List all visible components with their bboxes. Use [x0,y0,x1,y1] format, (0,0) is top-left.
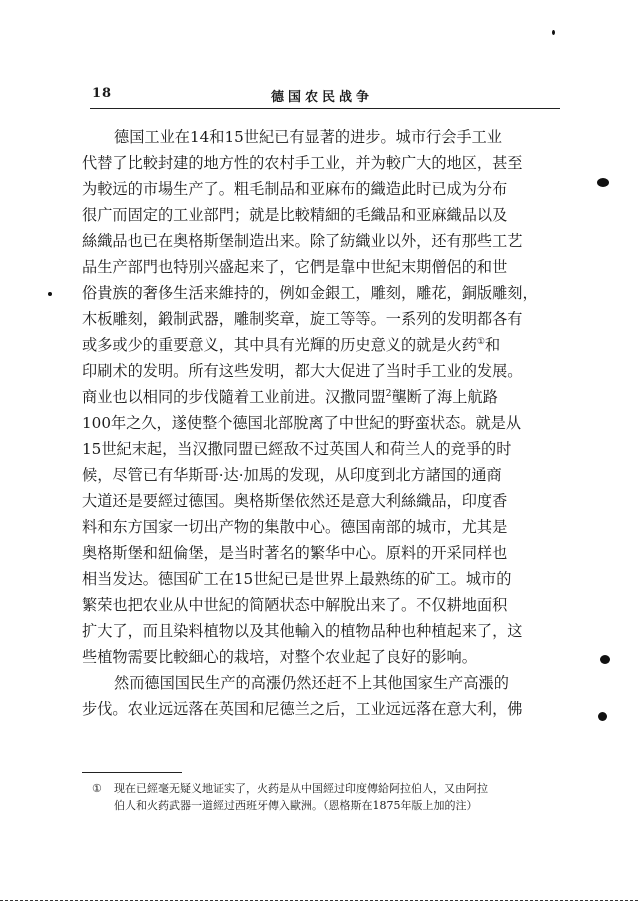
text-line [82,384,562,410]
text-line: 俗貴族的奢侈生活来維持的，例如金銀工，雕刻，雕花，銅版雕刻， [82,284,538,302]
text-line: 代替了比較封建的地方性的农村手工业，并为較广大的地区，甚至 [82,154,523,172]
footnote-text: 现在已經毫无疑义地证实了，火药是从中国經过印度傳給阿拉伯人，又由阿拉 [114,782,488,795]
text-line: 木板雕刻，鍛制武器，雕制奖章，旋工等等。一系列的发明都各有 [82,310,523,328]
footnote-line: 伯人和火药武器一道經过西班牙傳入歐洲。（恩格斯在1875年版上加的注） [114,799,478,812]
footnote-line [92,780,562,797]
footnote-rule [82,772,182,773]
body-text [82,124,562,722]
scan-speck [598,712,607,721]
running-title: 德国农民战争 [270,90,373,105]
scan-speck [597,178,609,187]
text-line: 然而德国国民生产的高漲仍然还赶不上其他国家生产高漲的 [114,674,509,692]
text-line: 大道还是要經过德国。奥格斯堡依然还是意大利絲織品，印度香 [82,492,508,510]
text-line: 候，尽管已有华斯哥·达·加馬的发现，从印度到北方諸国的通商 [82,466,502,484]
scan-speck [600,655,610,664]
text-line: 料和东方国家一切出产物的集散中心。德国南部的城市，尤其是 [82,518,508,536]
text-segment: 和 [484,336,501,354]
page-header [92,86,552,106]
scan-speck [552,30,555,35]
footnote-reference[interactable]: 2 [385,388,392,399]
text-line: 繁荣也把农业从中世紀的简陋状态中解脫出来了。不仅耕地面积 [82,596,508,614]
text-line: 印刷术的发明。所有这些发明，都大大促进了当时手工业的发展。 [82,362,523,380]
scan-speck [48,292,52,296]
text-line: 奥格斯堡和紐倫堡，是当时著名的繁华中心。原料的开采同样也 [82,544,508,562]
text-line: 100年之久，遂使整个德国北部脫离了中世紀的野蛮状态。就是从 [82,414,522,432]
text-line: 品生产部門也特別兴盛起来了，它們是靠中世紀末期僧侶的和世 [82,258,508,276]
text-segment: 壟断了海上航路 [391,388,498,406]
text-line [82,332,562,358]
footnote [92,780,562,814]
header-rule [90,108,560,109]
text-line: 很广而固定的工业部門；就是比較精細的毛織品和亚麻織品以及 [82,206,508,224]
text-line: 些植物需要比較細心的栽培，对整个农业起了良好的影响。 [82,648,477,666]
footnote-marker: ① [92,782,102,795]
text-line: 扩大了，而且染料植物以及其他輸入的植物品种也种植起来了，这 [82,622,523,640]
footnote-reference[interactable]: ① [476,336,485,347]
text-line: 为較远的市場生产了。粗毛制品和亚麻布的織造此时已成为分布 [82,180,508,198]
page-number: 18 [92,86,113,101]
text-segment: 商业也以相同的步伐隨着工业前进。汉撒同盟 [82,388,386,406]
text-line: 德国工业在14和15世紀已有显著的进步。城市行会手工业 [114,128,502,146]
page-bottom-edge [0,900,638,901]
text-line: 步伐。农业远远落在英国和尼德兰之后，工业远远落在意大利，佛 [82,700,523,718]
text-line: 相当发达。德国矿工在15世紀已是世界上最熟练的矿工。城市的 [82,570,512,588]
text-segment: 或多或少的重要意义，其中具有光輝的历史意义的就是火药 [82,336,477,354]
text-line: 絲織品也已在奥格斯堡制造出来。除了紡織业以外，还有那些工艺 [82,232,523,250]
text-line: 15世紀末起，当汉撒同盟已經敌不过英国人和荷兰人的竞爭的时 [82,440,512,458]
